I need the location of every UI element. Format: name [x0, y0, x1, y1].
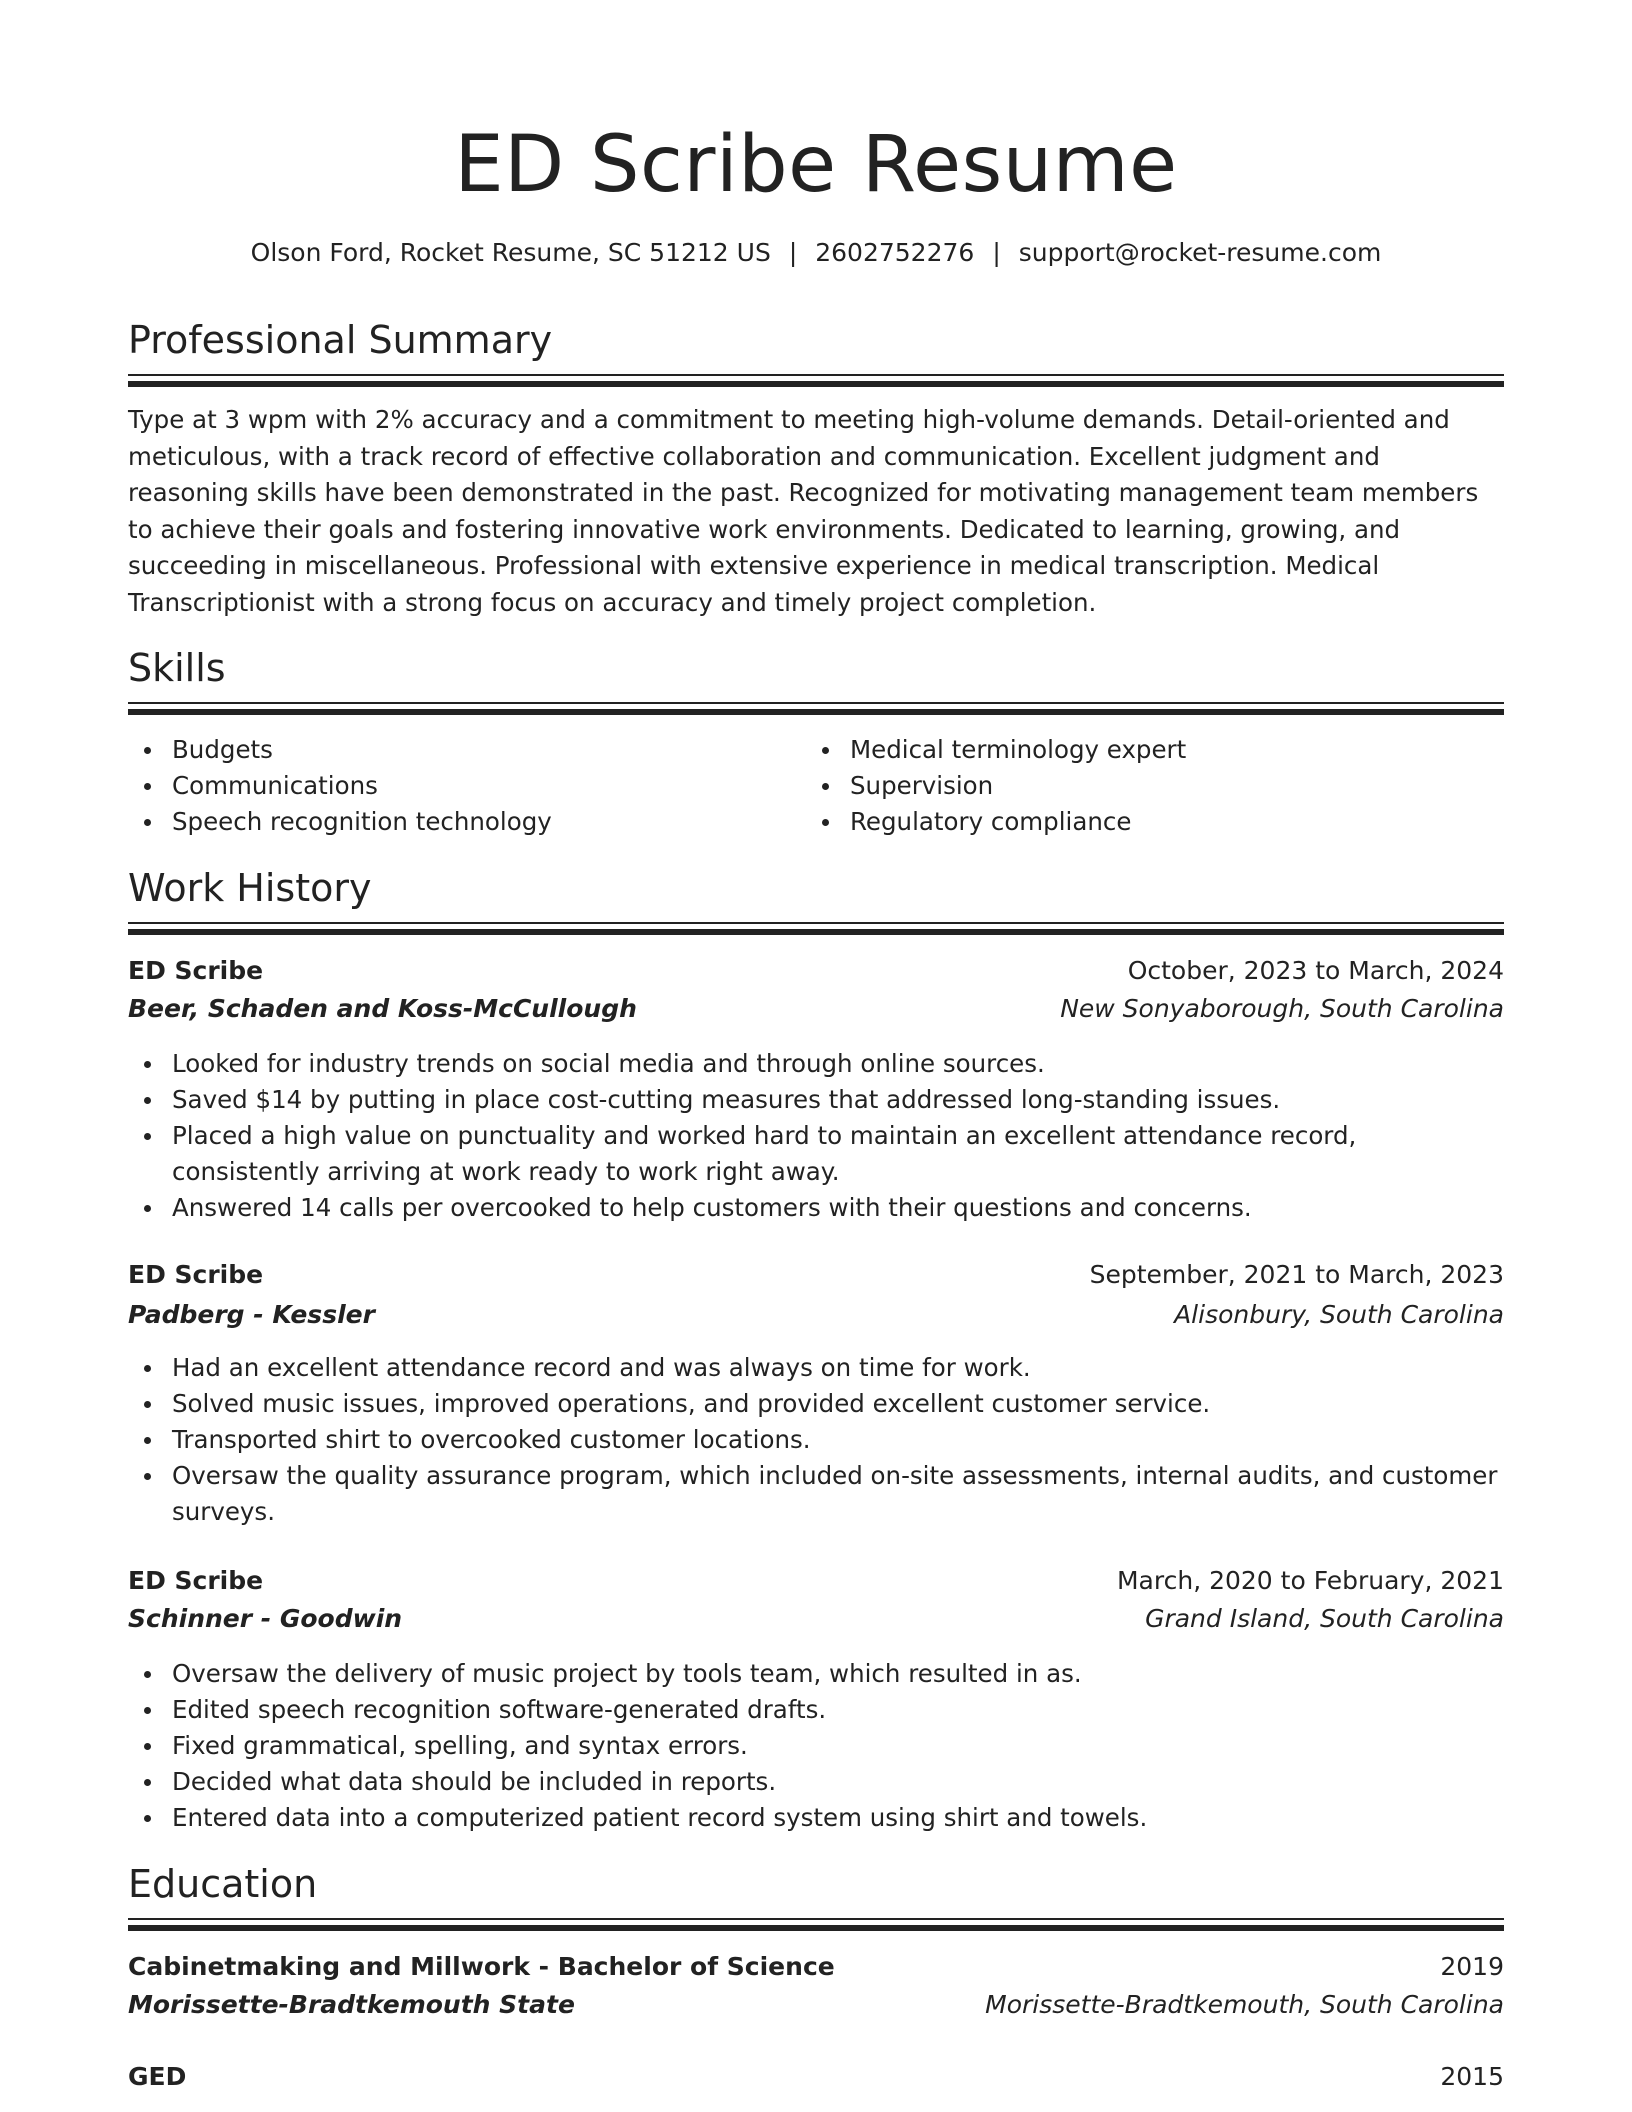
job-subheader	[128, 1604, 1504, 1633]
list-item: Saved $14 by putting in place cost-cutting measures that addressed long-standing issues.	[128, 1082, 1504, 1118]
job-location: Grand Island, South Carolina	[1145, 1604, 1504, 1633]
skill-item: Speech recognition technology	[128, 804, 806, 840]
job-company: Schinner - Goodwin	[128, 1604, 403, 1633]
list-item: Had an excellent attendance record and was always on time for work.	[128, 1350, 1504, 1386]
education-degree: Cabinetmaking and Millwork - Bachelor of Science	[128, 1952, 835, 1981]
job-subheader	[128, 1300, 1504, 1329]
section-title-skills: Skills	[128, 646, 226, 690]
job-header	[128, 956, 1504, 985]
education-year: 2019	[1440, 1952, 1504, 1981]
summary-text: Type at 3 wpm with 2% accuracy and a commitment to meeting high-volume demands. Detail-oriented and meticulous, with a track record of effective collaboration and communication. Excellent judgment and reasoning skills have been demonstrated in the past. Recognized for motivating management team members to achieve their goals and fostering innovative work environments. Dedicated to learning, growing, and succeeding in miscellaneous. Professional with extensive experience in medical transcription. Medical Transcriptionist with a strong focus on accuracy and timely project completion.	[128, 405, 1479, 617]
job-dates: October, 2023 to March, 2024	[1127, 956, 1504, 985]
skill-item: Supervision	[806, 768, 1484, 804]
list-item: Transported shirt to overcooked customer locations.	[128, 1422, 1504, 1458]
skill-item: Communications	[128, 768, 806, 804]
list-item: Oversaw the delivery of music project by tools team, which resulted in as.	[128, 1656, 1504, 1692]
list-item: Fixed grammatical, spelling, and syntax errors.	[128, 1728, 1504, 1764]
skills-column-left	[128, 732, 806, 840]
skill-item: Regulatory compliance	[806, 804, 1484, 840]
section-title-work: Work History	[128, 866, 372, 910]
section-title-summary: Professional Summary	[128, 318, 553, 362]
skills-list	[128, 732, 1504, 840]
section-divider	[128, 702, 1504, 716]
list-item: Entered data into a computerized patient record system using shirt and towels.	[128, 1800, 1504, 1836]
section-divider	[128, 1918, 1504, 1932]
list-item: Oversaw the quality assurance program, which included on-site assessments, internal audits, and customer surveys.	[128, 1458, 1504, 1530]
job-title: ED Scribe	[128, 1566, 264, 1595]
job-location: Alisonbury, South Carolina	[1174, 1300, 1504, 1329]
section-divider	[128, 922, 1504, 936]
education-location: Morissette-Bradtkemouth, South Carolina	[985, 1990, 1504, 2019]
section-title-education: Education	[128, 1862, 318, 1906]
list-item: Looked for industry trends on social media and through online sources.	[128, 1046, 1504, 1082]
job-company: Padberg - Kessler	[128, 1300, 375, 1329]
education-header	[128, 2062, 1504, 2091]
list-item: Solved music issues, improved operations, and provided excellent customer service.	[128, 1386, 1504, 1422]
contact-separator: |	[788, 238, 798, 267]
job-title: ED Scribe	[128, 1260, 264, 1289]
education-header	[128, 1952, 1504, 1981]
contact-separator: |	[992, 238, 1001, 267]
contact-address: Olson Ford, Rocket Resume, SC 51212 US	[250, 238, 771, 267]
education-subheader	[128, 1990, 1504, 2019]
job-title: ED Scribe	[128, 956, 264, 985]
education-year: 2015	[1440, 2062, 1504, 2091]
section-divider	[128, 374, 1504, 388]
skill-item: Budgets	[128, 732, 806, 768]
job-company: Beer, Schaden and Koss-McCullough	[128, 994, 637, 1023]
job-subheader	[128, 994, 1504, 1023]
contact-phone: 2602752276	[815, 238, 975, 267]
contact-line	[0, 238, 1632, 267]
list-item: Answered 14 calls per overcooked to help customers with their questions and concerns.	[128, 1190, 1504, 1226]
skill-item: Medical terminology expert	[806, 732, 1484, 768]
job-header	[128, 1260, 1504, 1289]
education-school: Morissette-Bradtkemouth State	[128, 1990, 575, 2019]
resume-title: ED Scribe Resume	[454, 120, 1178, 210]
list-item: Decided what data should be included in reports.	[128, 1764, 1504, 1800]
job-dates: March, 2020 to February, 2021	[1116, 1566, 1504, 1595]
contact-email: support@rocket-resume.com	[1018, 238, 1382, 267]
list-item: Edited speech recognition software-generated drafts.	[128, 1692, 1504, 1728]
job-dates: September, 2021 to March, 2023	[1089, 1260, 1504, 1289]
job-duties	[128, 1350, 1504, 1530]
job-duties	[128, 1656, 1504, 1836]
education-degree: GED	[128, 2062, 187, 2091]
skills-column-right	[806, 732, 1484, 840]
job-duties	[128, 1046, 1504, 1226]
job-header	[128, 1566, 1504, 1595]
job-location: New Sonyaborough, South Carolina	[1060, 994, 1504, 1023]
list-item: Placed a high value on punctuality and worked hard to maintain an excellent attendance record, consistently arriving at work ready to work right away.	[128, 1118, 1504, 1190]
